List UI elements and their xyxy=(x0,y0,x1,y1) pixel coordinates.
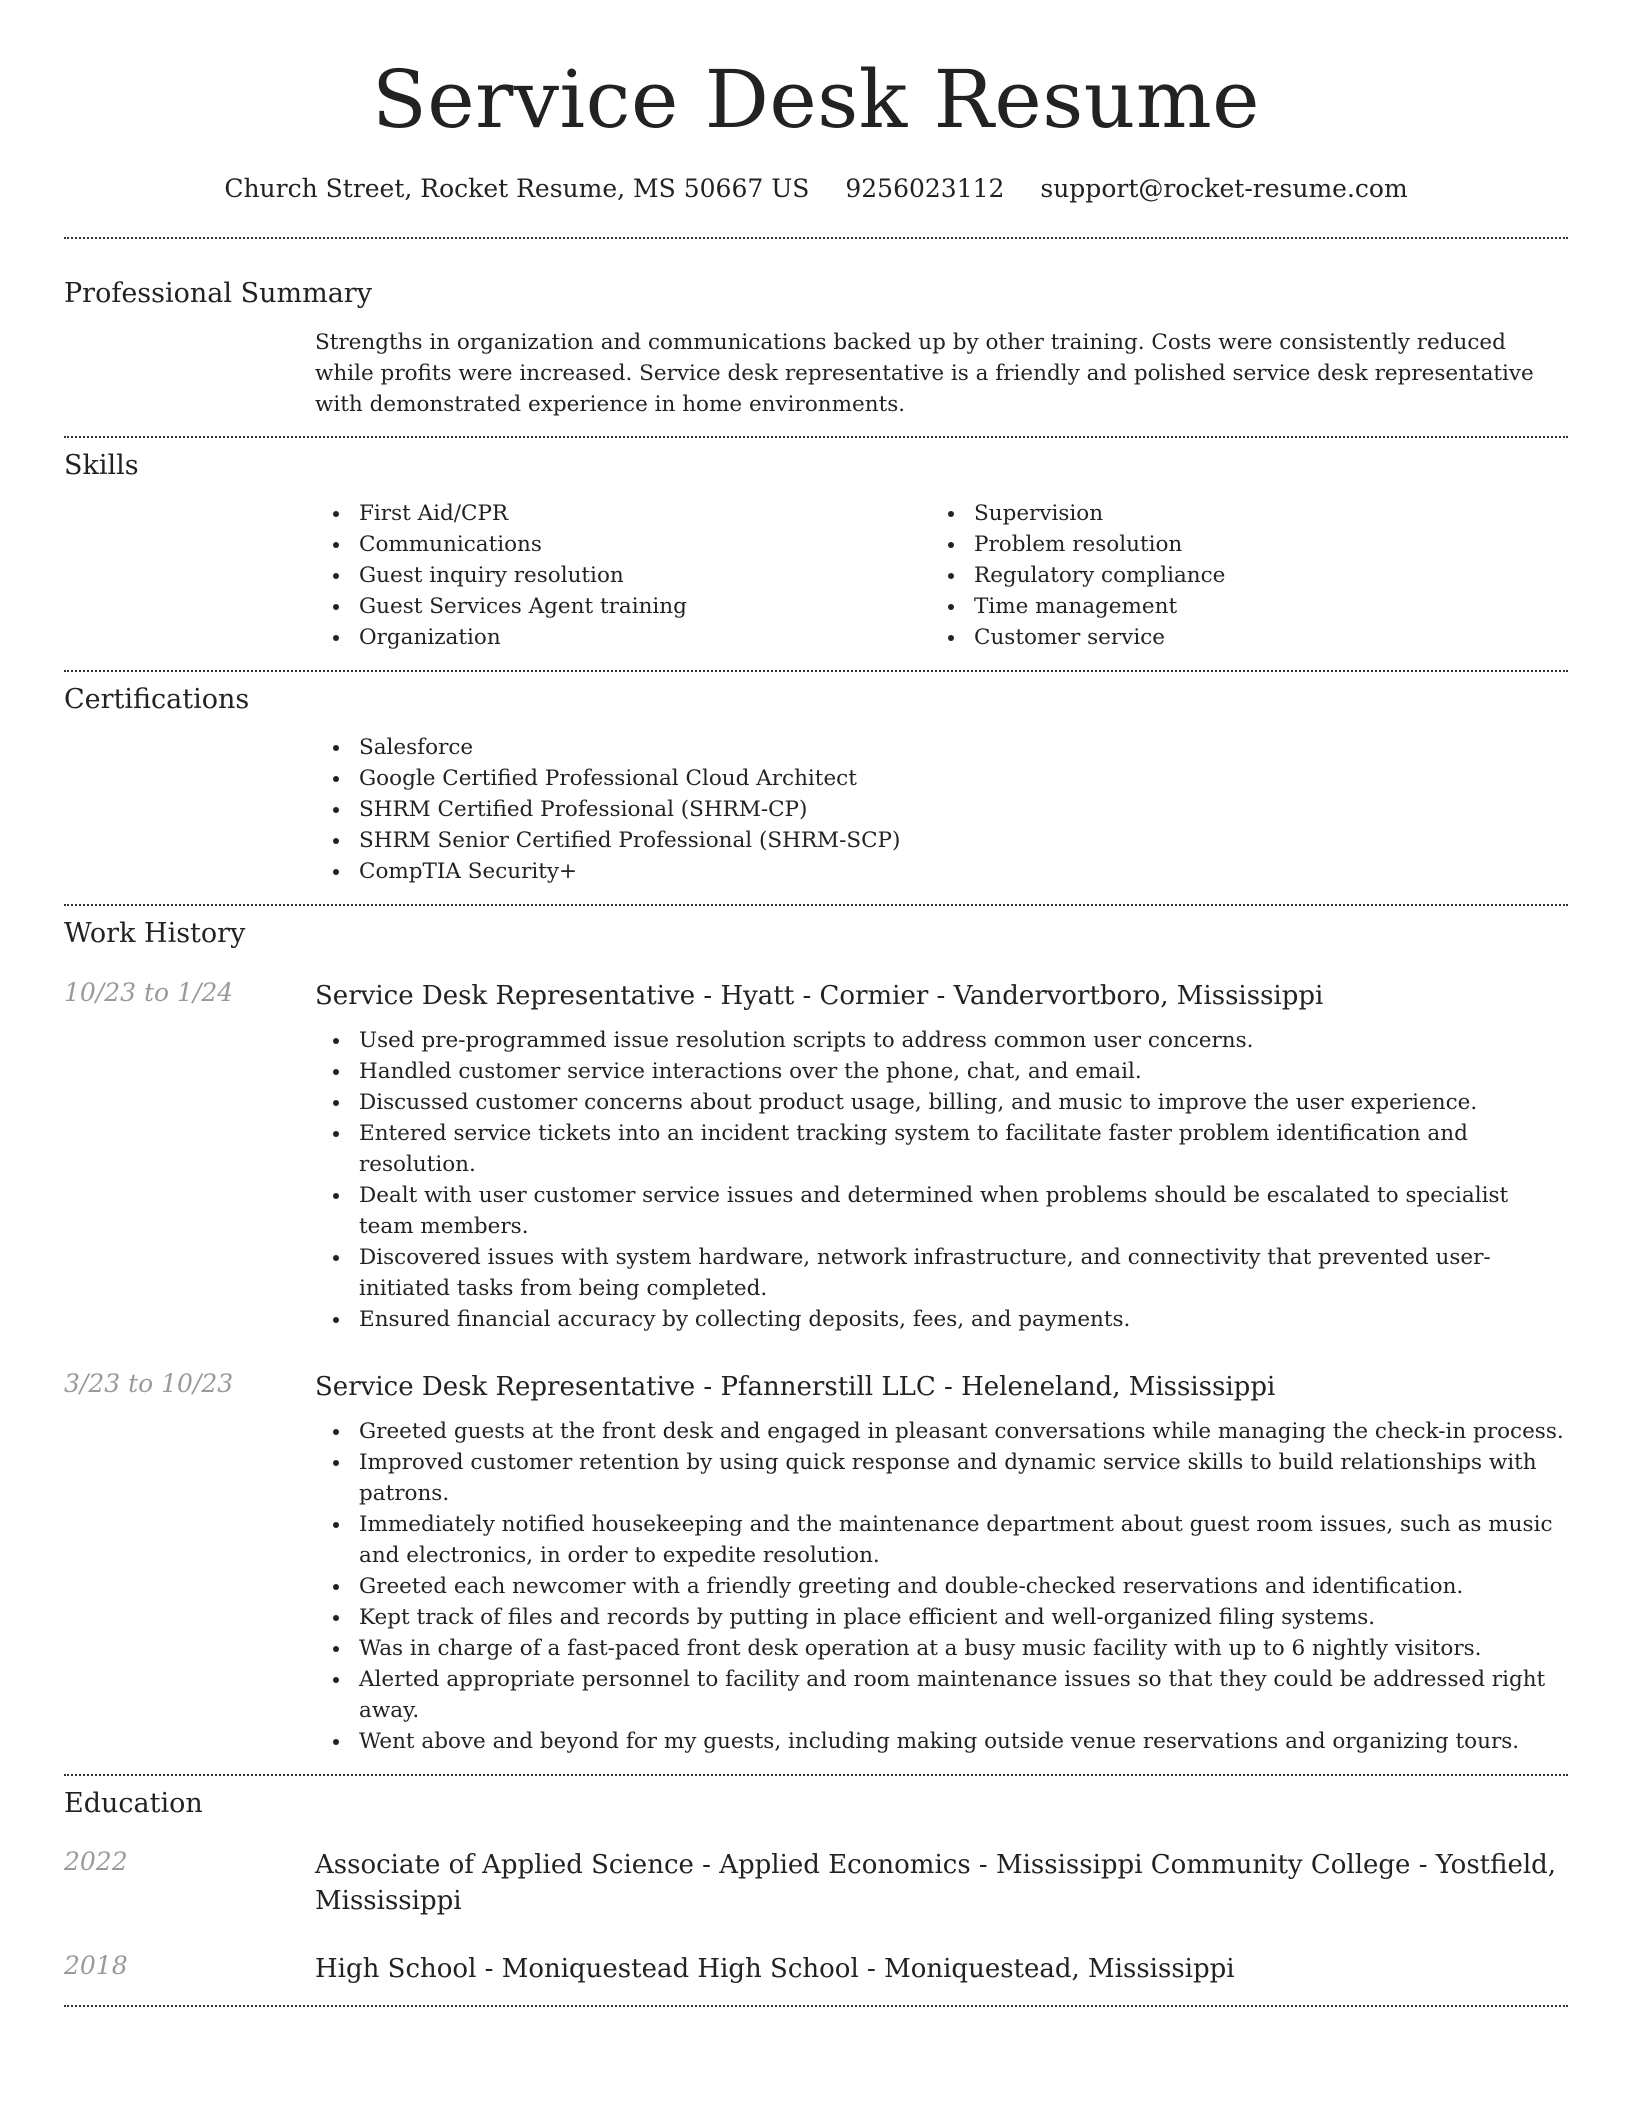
certification-item: SHRM Senior Certified Professional (SHRM-SCP) xyxy=(359,825,1568,856)
certification-item: SHRM Certified Professional (SHRM-CP) xyxy=(359,794,1568,825)
skill-item: Guest inquiry resolution xyxy=(359,560,930,591)
skills-column-right xyxy=(930,498,1545,653)
skill-item: Time management xyxy=(974,591,1545,622)
divider xyxy=(64,2005,1568,2007)
work-bullet: Immediately notified housekeeping and the maintenance department about guest room issues, such as music and electronics, in order to expedite resolution. xyxy=(359,1509,1568,1571)
divider xyxy=(64,436,1568,438)
education-year: 2018 xyxy=(64,1951,128,1980)
work-bullet: Ensured financial accuracy by collecting deposits, fees, and payments. xyxy=(359,1304,1568,1335)
skills-grid xyxy=(315,498,1568,653)
work-entry xyxy=(64,978,1568,1335)
work-bullet: Discussed customer concerns about product usage, billing, and music to improve the user experience. xyxy=(359,1087,1568,1118)
skill-item: Guest Services Agent training xyxy=(359,591,930,622)
section-heading-summary: Professional Summary xyxy=(64,278,372,309)
work-entry xyxy=(64,1369,1568,1757)
divider xyxy=(64,1774,1568,1776)
work-bullet: Greeted each newcomer with a friendly greeting and double-checked reservations and identification. xyxy=(359,1571,1568,1602)
certification-item: Google Certified Professional Cloud Architect xyxy=(359,763,1568,794)
work-bullet: Went above and beyond for my guests, including making outside venue reservations and organizing tours. xyxy=(359,1726,1568,1757)
section-heading-skills: Skills xyxy=(64,450,139,481)
work-title: Service Desk Representative - Pfannerstill LLC - Heleneland, Mississippi xyxy=(315,1372,1276,1402)
divider xyxy=(64,237,1568,239)
divider xyxy=(64,904,1568,906)
work-bullet: Was in charge of a fast-paced front desk operation at a busy music facility with up to 6 nightly visitors. xyxy=(359,1633,1568,1664)
work-bullets xyxy=(315,1025,1568,1335)
section-heading-work-history: Work History xyxy=(64,918,246,949)
certification-item: Salesforce xyxy=(359,732,1568,763)
education-year: 2022 xyxy=(64,1847,128,1876)
education-title: Associate of Applied Science - Applied Economics - Mississippi Community College - Yostfield, Mississippi xyxy=(315,1850,1557,1916)
skill-item: Communications xyxy=(359,529,930,560)
education-title: High School - Moniquestead High School - Moniquestead, Mississippi xyxy=(315,1954,1235,1984)
summary-text: Strengths in organization and communications backed up by other training. Costs were consistently reduced while profits were increased. Service desk representative is a friendly and polished service desk representative with demonstrated experience in home environments. xyxy=(315,330,1534,417)
skill-item: Customer service xyxy=(974,622,1545,653)
resume-page xyxy=(64,0,1568,2007)
work-bullets xyxy=(315,1416,1568,1757)
work-bullet: Greeted guests at the front desk and engaged in pleasant conversations while managing the check-in process. xyxy=(359,1416,1568,1447)
contact-line xyxy=(64,174,1568,203)
work-bullet: Entered service tickets into an incident tracking system to facilitate faster problem identification and resolution. xyxy=(359,1118,1568,1180)
work-bullet: Improved customer retention by using quick response and dynamic service skills to build relationships with patrons. xyxy=(359,1447,1568,1509)
work-bullet: Kept track of files and records by putting in place efficient and well-organized filing systems. xyxy=(359,1602,1568,1633)
section-heading-education: Education xyxy=(64,1788,203,1819)
work-dates: 10/23 to 1/24 xyxy=(64,978,234,1007)
divider xyxy=(64,670,1568,672)
work-bullet: Discovered issues with system hardware, network infrastructure, and connectivity that prevented user-initiated tasks from being completed. xyxy=(359,1242,1568,1304)
work-dates: 3/23 to 10/23 xyxy=(64,1369,234,1398)
work-title: Service Desk Representative - Hyatt - Cormier - Vandervortboro, Mississippi xyxy=(315,981,1324,1011)
skill-item: First Aid/CPR xyxy=(359,498,930,529)
skills-column-left xyxy=(315,498,930,653)
contact-phone: 9256023112 xyxy=(845,174,1005,203)
certification-item: CompTIA Security+ xyxy=(359,856,1568,887)
skill-item: Regulatory compliance xyxy=(974,560,1545,591)
work-bullet: Alerted appropriate personnel to facility and room maintenance issues so that they could be addressed right away. xyxy=(359,1664,1568,1726)
skill-item: Organization xyxy=(359,622,930,653)
contact-address: Church Street, Rocket Resume, MS 50667 US xyxy=(224,174,810,203)
skill-item: Problem resolution xyxy=(974,529,1545,560)
work-bullet: Handled customer service interactions over the phone, chat, and email. xyxy=(359,1056,1568,1087)
skill-item: Supervision xyxy=(974,498,1545,529)
work-bullet: Dealt with user customer service issues and determined when problems should be escalated to specialist team members. xyxy=(359,1180,1568,1242)
education-entry xyxy=(64,1951,1568,1987)
page-title: Service Desk Resume xyxy=(371,53,1261,146)
section-heading-certifications: Certifications xyxy=(64,684,250,715)
contact-email: support@rocket-resume.com xyxy=(1040,174,1408,203)
work-bullet: Used pre-programmed issue resolution scripts to address common user concerns. xyxy=(359,1025,1568,1056)
education-entry xyxy=(64,1847,1568,1919)
certifications-list xyxy=(315,732,1568,887)
